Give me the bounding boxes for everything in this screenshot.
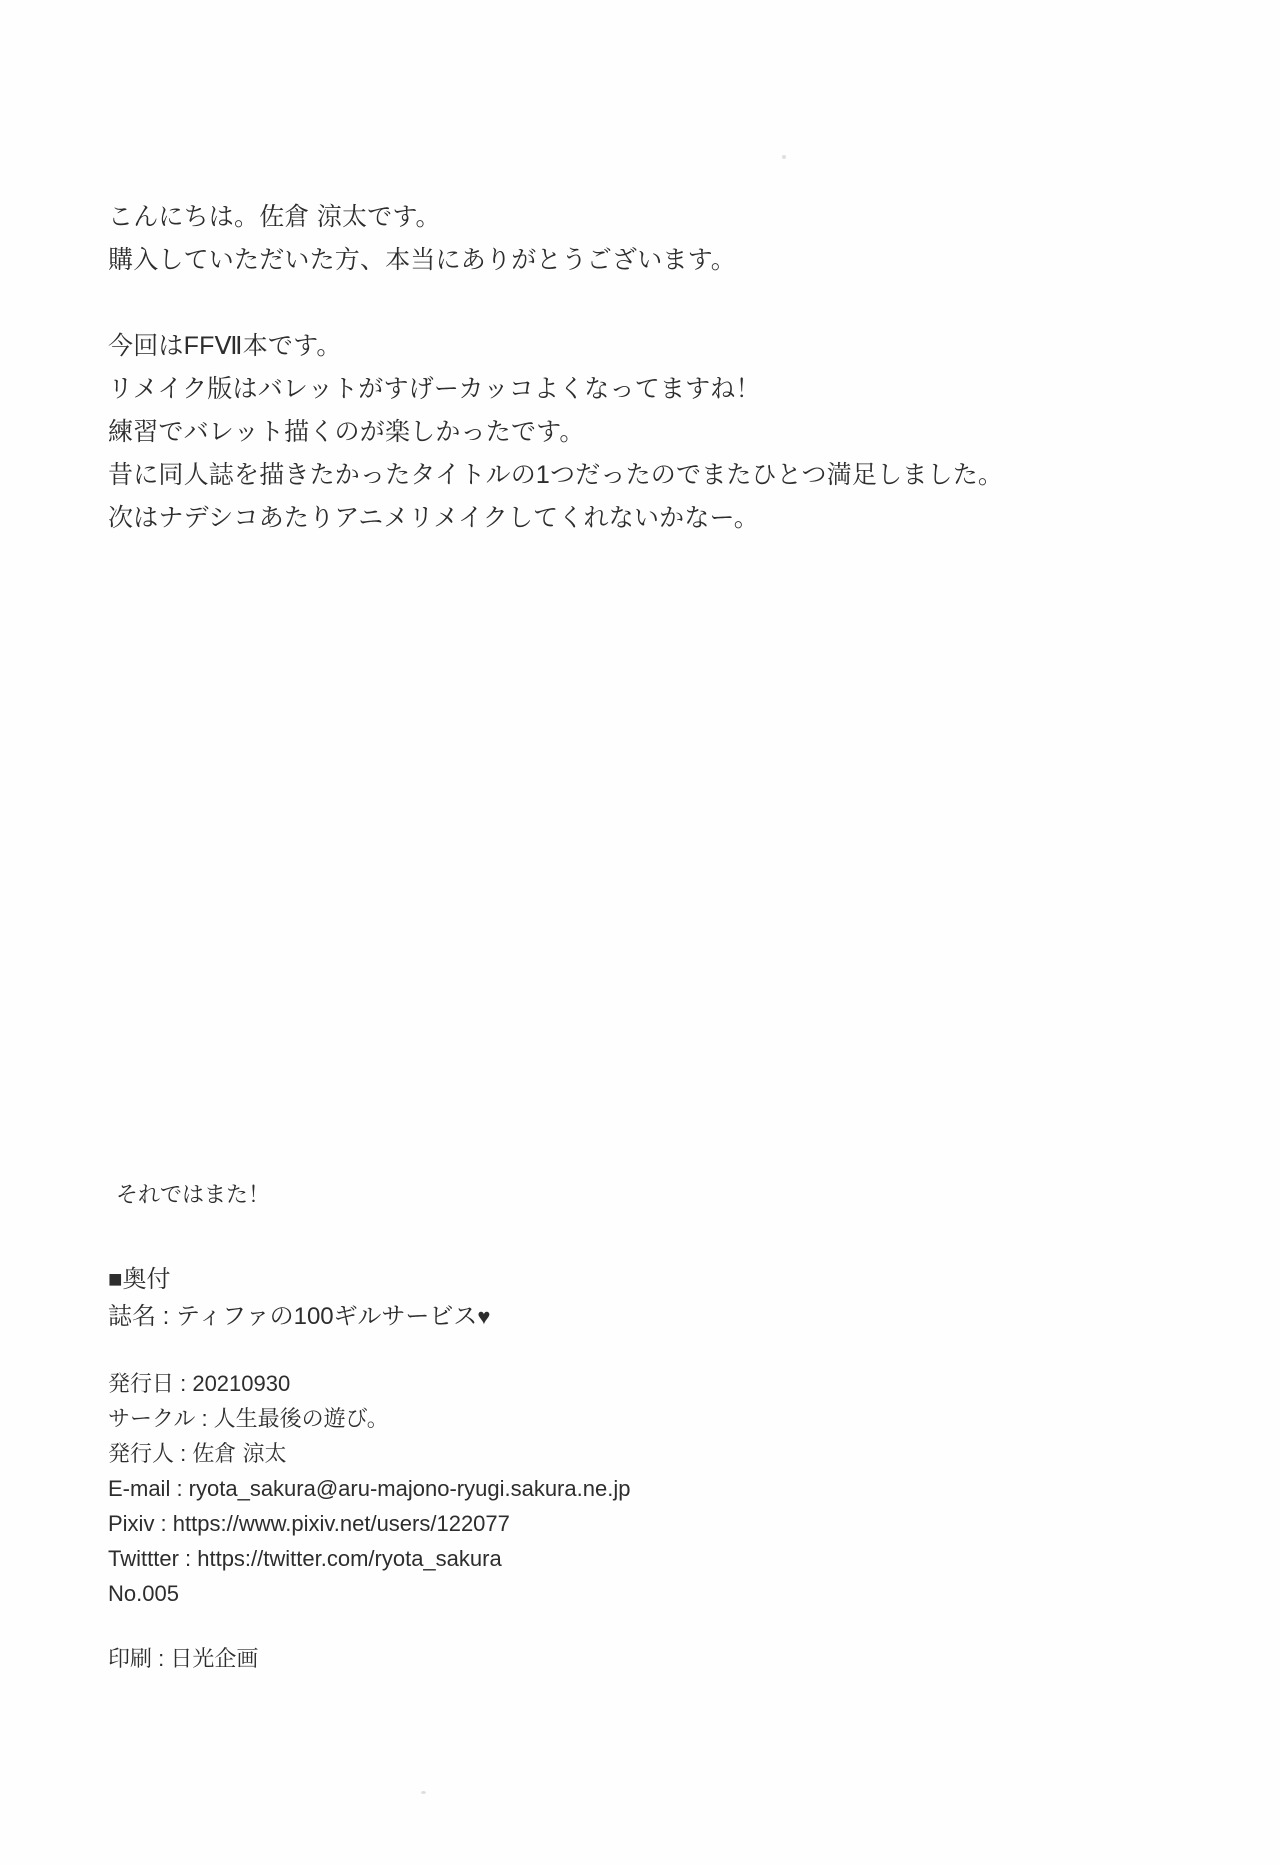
colophon-printer: 印刷 : 日光企画 — [108, 1646, 259, 1671]
colophon-print — [108, 1641, 1108, 1676]
colophon-title-row — [108, 1298, 1108, 1336]
colophon-title-text: 誌名 : ティファの100ギルサービス — [108, 1303, 478, 1330]
colophon-circle: サークル : 人生最後の遊び。 — [108, 1406, 389, 1431]
colophon-section — [108, 1262, 1108, 1676]
afterword-line-2: 購入していただいた方、本当にありがとうございます。 — [108, 246, 737, 274]
colophon-heading: ■奥付 — [108, 1266, 171, 1293]
afterword-section — [108, 196, 1188, 540]
afterword-line-7: 次はナデシコあたりアニメリメイクしてくれないかなー。 — [108, 504, 759, 532]
afterword-line-3: 今回はFFⅦ本です。 — [108, 332, 342, 360]
afterword-line-4: リメイク版はバレットがすげーカッコよくなってますね！ — [108, 375, 761, 403]
colophon-email: E-mail : ryota_sakura@aru-majono-ryugi.sakura.ne.jp — [108, 1476, 631, 1501]
afterword-line-5: 練習でバレット描くのが楽しかったです。 — [108, 418, 585, 446]
page-speck — [782, 155, 786, 159]
signoff-text: それではまた！ — [116, 1182, 271, 1207]
page-speck — [421, 1791, 426, 1794]
colophon-publish-date: 発行日 : 20210930 — [108, 1371, 291, 1396]
colophon-publisher: 発行人 : 佐倉 涼太 — [108, 1441, 287, 1466]
colophon-number: No.005 — [108, 1581, 179, 1606]
colophon-twitter: Twittter : https://twitter.com/ryota_sakura — [108, 1546, 502, 1571]
afterword-line-6: 昔に同人誌を描きたかったタイトルの1つだったのでまたひとつ満足しました。 — [108, 461, 1004, 489]
paragraph-spacer — [108, 282, 1188, 325]
heart-icon: ♥ — [477, 1304, 491, 1329]
afterword-line-1: こんにちは。佐倉 涼太です。 — [108, 203, 441, 231]
colophon-details — [108, 1366, 1108, 1611]
colophon-pixiv: Pixiv : https://www.pixiv.net/users/122077 — [108, 1511, 510, 1536]
